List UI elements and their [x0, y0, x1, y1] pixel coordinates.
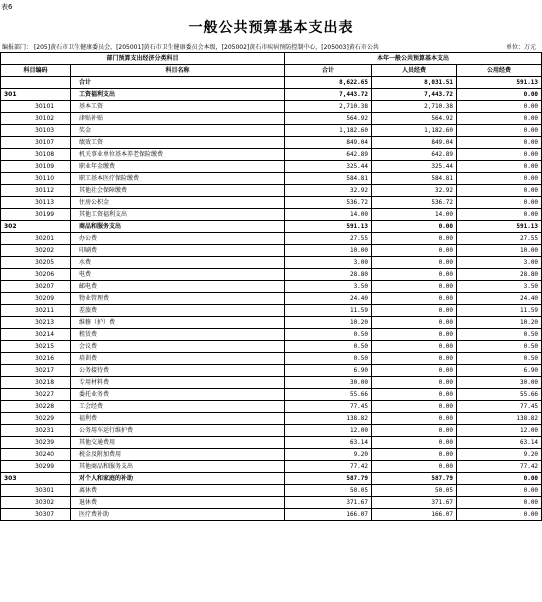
table-row — [1, 377, 542, 389]
header-personnel: 人员经费 — [372, 65, 457, 77]
table-row — [1, 125, 542, 137]
cell-public: 12.00 — [457, 425, 542, 437]
table-row — [1, 425, 542, 437]
cell-code: 30109 — [1, 161, 71, 173]
cell-code: 30211 — [1, 305, 71, 317]
cell-public: 591.13 — [457, 77, 542, 89]
cell-public: 0.00 — [457, 509, 542, 521]
cell-personnel: 564.92 — [372, 113, 457, 125]
cell-name: 邮电费 — [71, 281, 285, 293]
table-row — [1, 401, 542, 413]
cell-name: 其他社会保障缴费 — [71, 185, 285, 197]
cell-code: 30103 — [1, 125, 71, 137]
cell-code: 30206 — [1, 269, 71, 281]
cell-public: 0.00 — [457, 89, 542, 101]
header-group-basic: 本年一般公共预算基本支出 — [285, 53, 542, 65]
cell-code: 30199 — [1, 209, 71, 221]
cell-total: 7,443.72 — [285, 89, 372, 101]
cell-code: 30217 — [1, 365, 71, 377]
cell-total: 3.00 — [285, 257, 372, 269]
cell-total: 371.67 — [285, 497, 372, 509]
cell-name: 印刷费 — [71, 245, 285, 257]
cell-personnel: 8,031.51 — [372, 77, 457, 89]
department-line — [2, 42, 540, 51]
cell-name: 机关事业单位基本养老保险缴费 — [71, 149, 285, 161]
cell-code: 30231 — [1, 425, 71, 437]
table-row — [1, 173, 542, 185]
cell-total: 2,710.38 — [285, 101, 372, 113]
cell-total: 9.20 — [285, 449, 372, 461]
cell-personnel: 0.00 — [372, 233, 457, 245]
cell-total: 63.14 — [285, 437, 372, 449]
department-list: [205]黄石市卫生健康委员会，[205001]黄石市卫生健康委员会本级，[205002]黄石市疾病预防控制中心，[205003]黄石市公共 — [33, 44, 379, 51]
cell-public: 0.00 — [457, 137, 542, 149]
table-row — [1, 89, 542, 101]
header-code: 科目编码 — [1, 65, 71, 77]
cell-name: 离休费 — [71, 485, 285, 497]
cell-name: 福利费 — [71, 413, 285, 425]
page-title: 一般公共预算基本支出表 — [188, 20, 354, 36]
cell-name: 电费 — [71, 269, 285, 281]
cell-public: 0.00 — [457, 113, 542, 125]
cell-total: 564.92 — [285, 113, 372, 125]
cell-total: 591.13 — [285, 221, 372, 233]
table-row — [1, 149, 542, 161]
cell-name: 其他交通费用 — [71, 437, 285, 449]
cell-name: 工会经费 — [71, 401, 285, 413]
cell-public: 77.42 — [457, 461, 542, 473]
header-public: 公用经费 — [457, 65, 542, 77]
cell-total: 77.45 — [285, 401, 372, 413]
cell-personnel: 2,710.38 — [372, 101, 457, 113]
cell-code: 30110 — [1, 173, 71, 185]
cell-personnel: 0.00 — [372, 245, 457, 257]
cell-code: 30113 — [1, 197, 71, 209]
table-row — [1, 137, 542, 149]
table-row — [1, 113, 542, 125]
cell-name: 职工基本医疗保险缴费 — [71, 173, 285, 185]
cell-personnel: 642.89 — [372, 149, 457, 161]
cell-personnel: 0.00 — [372, 401, 457, 413]
cell-total: 0.50 — [285, 353, 372, 365]
table-row — [1, 461, 542, 473]
cell-public: 63.14 — [457, 437, 542, 449]
table-row — [1, 293, 542, 305]
cell-public: 0.50 — [457, 353, 542, 365]
cell-public: 55.66 — [457, 389, 542, 401]
table-row — [1, 413, 542, 425]
cell-code: 303 — [1, 473, 71, 485]
cell-public: 10.20 — [457, 317, 542, 329]
cell-code: 30102 — [1, 113, 71, 125]
cell-personnel: 0.00 — [372, 269, 457, 281]
cell-total: 27.55 — [285, 233, 372, 245]
table-row — [1, 341, 542, 353]
cell-name: 基本工资 — [71, 101, 285, 113]
cell-public: 0.00 — [457, 485, 542, 497]
cell-public: 30.00 — [457, 377, 542, 389]
cell-code: 30207 — [1, 281, 71, 293]
cell-personnel: 0.00 — [372, 437, 457, 449]
cell-personnel: 584.81 — [372, 173, 457, 185]
budget-table — [0, 52, 542, 521]
cell-code: 30108 — [1, 149, 71, 161]
cell-code: 30299 — [1, 461, 71, 473]
cell-name: 医疗费补助 — [71, 509, 285, 521]
cell-personnel: 0.00 — [372, 305, 457, 317]
cell-name: 差旅费 — [71, 305, 285, 317]
cell-personnel: 50.05 — [372, 485, 457, 497]
table-row — [1, 389, 542, 401]
cell-personnel: 0.00 — [372, 221, 457, 233]
cell-public: 0.00 — [457, 149, 542, 161]
cell-name: 办公费 — [71, 233, 285, 245]
cell-name: 公务用车运行维护费 — [71, 425, 285, 437]
cell-code: 30101 — [1, 101, 71, 113]
cell-total: 584.81 — [285, 173, 372, 185]
cell-public: 6.90 — [457, 365, 542, 377]
cell-public: 27.55 — [457, 233, 542, 245]
table-row — [1, 353, 542, 365]
cell-public: 0.50 — [457, 341, 542, 353]
cell-public: 0.00 — [457, 185, 542, 197]
cell-name: 津贴补贴 — [71, 113, 285, 125]
header-total: 合计 — [285, 65, 372, 77]
cell-total: 849.04 — [285, 137, 372, 149]
cell-code: 30240 — [1, 449, 71, 461]
cell-code: 30107 — [1, 137, 71, 149]
cell-name: 职业年金缴费 — [71, 161, 285, 173]
cell-personnel: 849.04 — [372, 137, 457, 149]
table-row — [1, 497, 542, 509]
cell-personnel: 7,443.72 — [372, 89, 457, 101]
cell-personnel: 0.00 — [372, 413, 457, 425]
cell-name: 其他商品和服务支出 — [71, 461, 285, 473]
cell-personnel: 0.00 — [372, 461, 457, 473]
cell-code: 30239 — [1, 437, 71, 449]
cell-total: 12.00 — [285, 425, 372, 437]
cell-total: 10.00 — [285, 245, 372, 257]
cell-name: 工资福利支出 — [71, 89, 285, 101]
cell-code: 30218 — [1, 377, 71, 389]
cell-public: 10.00 — [457, 245, 542, 257]
table-row — [1, 485, 542, 497]
cell-public: 591.13 — [457, 221, 542, 233]
table-row — [1, 365, 542, 377]
table-row — [1, 77, 542, 89]
cell-code: 30228 — [1, 401, 71, 413]
cell-personnel: 0.00 — [372, 281, 457, 293]
cell-personnel: 0.00 — [372, 329, 457, 341]
cell-code: 30216 — [1, 353, 71, 365]
table-row — [1, 437, 542, 449]
cell-total: 55.66 — [285, 389, 372, 401]
table-row — [1, 473, 542, 485]
cell-personnel: 536.72 — [372, 197, 457, 209]
cell-public: 3.00 — [457, 257, 542, 269]
cell-code: 30112 — [1, 185, 71, 197]
cell-total: 138.82 — [285, 413, 372, 425]
cell-name: 水费 — [71, 257, 285, 269]
table-row — [1, 329, 542, 341]
cell-name: 培训费 — [71, 353, 285, 365]
cell-personnel: 0.00 — [372, 317, 457, 329]
cell-personnel: 325.44 — [372, 161, 457, 173]
cell-name: 奖金 — [71, 125, 285, 137]
cell-personnel: 0.00 — [372, 377, 457, 389]
header-name: 科目名称 — [71, 65, 285, 77]
cell-public: 77.45 — [457, 401, 542, 413]
cell-personnel: 0.00 — [372, 449, 457, 461]
cell-code: 30213 — [1, 317, 71, 329]
cell-name: 合计 — [71, 77, 285, 89]
cell-public: 9.20 — [457, 449, 542, 461]
cell-total: 0.50 — [285, 329, 372, 341]
table-row — [1, 209, 542, 221]
cell-code: 30215 — [1, 341, 71, 353]
cell-personnel: 1,182.60 — [372, 125, 457, 137]
cell-personnel: 587.79 — [372, 473, 457, 485]
cell-public: 0.00 — [457, 497, 542, 509]
cell-code: 302 — [1, 221, 71, 233]
table-row — [1, 233, 542, 245]
cell-name: 其他工资福利支出 — [71, 209, 285, 221]
table-row — [1, 245, 542, 257]
table-row — [1, 197, 542, 209]
cell-name: 对个人和家庭的补助 — [71, 473, 285, 485]
cell-public: 24.40 — [457, 293, 542, 305]
unit-label: 编报部门： — [2, 44, 33, 51]
cell-total: 3.50 — [285, 281, 372, 293]
cell-personnel: 0.00 — [372, 389, 457, 401]
table-row — [1, 257, 542, 269]
cell-code: 30302 — [1, 497, 71, 509]
cell-name: 住房公积金 — [71, 197, 285, 209]
cell-name: 物业管理费 — [71, 293, 285, 305]
cell-total: 325.44 — [285, 161, 372, 173]
cell-name: 商品和服务支出 — [71, 221, 285, 233]
cell-total: 77.42 — [285, 461, 372, 473]
table-row — [1, 221, 542, 233]
table-row — [1, 185, 542, 197]
cell-total: 1,182.60 — [285, 125, 372, 137]
cell-name: 维修（护）费 — [71, 317, 285, 329]
table-row — [1, 281, 542, 293]
table-body — [1, 77, 542, 521]
cell-total: 11.59 — [285, 305, 372, 317]
cell-code: 30201 — [1, 233, 71, 245]
cell-total: 28.80 — [285, 269, 372, 281]
cell-code: 30214 — [1, 329, 71, 341]
cell-public: 0.00 — [457, 197, 542, 209]
cell-code: 30205 — [1, 257, 71, 269]
cell-personnel: 14.00 — [372, 209, 457, 221]
cell-public: 0.00 — [457, 473, 542, 485]
cell-personnel: 0.00 — [372, 425, 457, 437]
cell-total: 587.79 — [285, 473, 372, 485]
cell-total: 642.89 — [285, 149, 372, 161]
cell-name: 租赁费 — [71, 329, 285, 341]
table-row — [1, 101, 542, 113]
cell-name: 专用材料费 — [71, 377, 285, 389]
cell-name: 绩效工资 — [71, 137, 285, 149]
cell-personnel: 0.00 — [372, 341, 457, 353]
cell-name: 税金及附加费用 — [71, 449, 285, 461]
cell-public: 0.00 — [457, 125, 542, 137]
table-row — [1, 269, 542, 281]
cell-public: 28.80 — [457, 269, 542, 281]
cell-total: 536.72 — [285, 197, 372, 209]
cell-code: 30301 — [1, 485, 71, 497]
cell-personnel: 0.00 — [372, 293, 457, 305]
cell-code: 30202 — [1, 245, 71, 257]
cell-public: 0.00 — [457, 161, 542, 173]
cell-total: 32.92 — [285, 185, 372, 197]
cell-code — [1, 77, 71, 89]
table-row — [1, 305, 542, 317]
cell-personnel: 0.00 — [372, 365, 457, 377]
cell-personnel: 371.67 — [372, 497, 457, 509]
cell-personnel: 166.07 — [372, 509, 457, 521]
cell-public: 3.50 — [457, 281, 542, 293]
cell-public: 0.00 — [457, 101, 542, 113]
cell-public: 0.50 — [457, 329, 542, 341]
cell-code: 30307 — [1, 509, 71, 521]
unit-label-right: 单位：万元 — [505, 44, 536, 51]
cell-code: 30229 — [1, 413, 71, 425]
cell-personnel: 0.00 — [372, 353, 457, 365]
cell-personnel: 32.92 — [372, 185, 457, 197]
cell-name: 会议费 — [71, 341, 285, 353]
table-row — [1, 509, 542, 521]
header-group-economic: 部门预算支出经济分类科目 — [1, 53, 285, 65]
cell-total: 50.05 — [285, 485, 372, 497]
cell-public: 138.82 — [457, 413, 542, 425]
cell-code: 30209 — [1, 293, 71, 305]
cell-public: 0.00 — [457, 209, 542, 221]
cell-total: 14.00 — [285, 209, 372, 221]
cell-public: 11.59 — [457, 305, 542, 317]
cell-personnel: 0.00 — [372, 257, 457, 269]
cell-name: 委托业务费 — [71, 389, 285, 401]
cell-total: 6.90 — [285, 365, 372, 377]
cell-total: 24.40 — [285, 293, 372, 305]
cell-code: 301 — [1, 89, 71, 101]
table-row — [1, 161, 542, 173]
table-row — [1, 449, 542, 461]
cell-total: 166.07 — [285, 509, 372, 521]
cell-total: 30.00 — [285, 377, 372, 389]
cell-total: 10.20 — [285, 317, 372, 329]
cell-code: 30227 — [1, 389, 71, 401]
cell-name: 退休费 — [71, 497, 285, 509]
cell-public: 0.00 — [457, 173, 542, 185]
table-row — [1, 317, 542, 329]
page-number: 表6 — [1, 3, 13, 11]
cell-name: 公务接待费 — [71, 365, 285, 377]
cell-total: 8,622.65 — [285, 77, 372, 89]
cell-total: 0.50 — [285, 341, 372, 353]
